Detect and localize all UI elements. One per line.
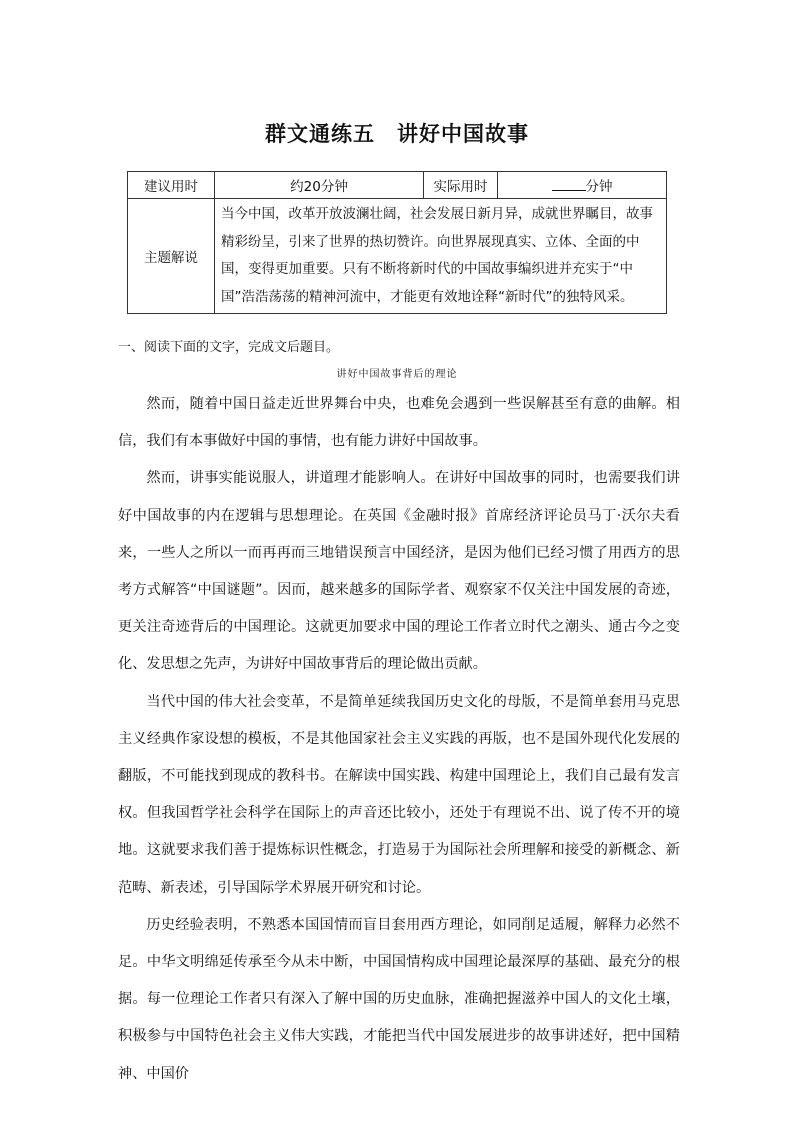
suggested-time-value: 约20分钟 (215, 172, 424, 199)
paragraph: 然而，随着中国日益走近世界舞台中央，也难免会遇到一些误解甚至有意的曲解。相信，我们有本事做好中国的事情，也有能力讲好中国故事。 (118, 396, 680, 450)
article-title: 讲好中国故事背后的理论 (336, 369, 458, 380)
page-title: 群文通练五 讲好中国故事 (265, 121, 529, 146)
actual-time-cell (498, 172, 667, 199)
info-table (127, 171, 667, 314)
section-heading: 一、阅读下面的文字，完成文后题目。 (118, 340, 340, 355)
actual-time-unit: 分钟 (585, 179, 613, 195)
theme-row (128, 199, 667, 314)
paragraph: 然而，讲事实能说服人，讲道理才能影响人。在讲好中国故事的同时，也需要我们讲好中国故事的内在逻辑与思想理论。在英国《金融时报》首席经济评论员马丁·沃尔夫看来，一些人之所以一而再再而三地错误预言中国经济，是因为他们已经习惯了用西方的思考方式解答“中国谜题”。因而，越来越多的国际学者、观察家不仅关注中国发展的奇迹，更关注奇迹背后的中国理论。这就更加要求中国的理论工作者立时代之潮头、通古今之变化、发思想之先声，为讲好中国故事背后的理论做出贡献。 (118, 470, 680, 673)
paragraph: 当代中国的伟大社会变革，不是简单延续我国历史文化的母版，不是简单套用马克思主义经典作家设想的模板，不是其他国家社会主义实践的再版，也不是国外现代化发展的翻版，不可能找到现成的教科书。在解读中国实践、构建中国理论上，我们自己最有发言权。但我国哲学社会科学在国际上的声音还比较小，还处于有理说不出、说了传不开的境地。这就要求我们善于提炼标识性概念，打造易于为国际社会所理解和接受的新概念、新范畴、新表述，引导国际学术界展开研究和讨论。 (118, 693, 680, 896)
actual-time-label: 实际用时 (424, 172, 498, 199)
actual-time-blank[interactable] (552, 178, 586, 191)
theme-text: 当今中国，改革开放波澜壮阔，社会发展日新月异，成就世界瞩目，故事精彩纷呈，引来了世界的热切赞许。向世界展现真实、立体、全面的中国，变得更加重要。只有不断将新时代的中国故事编织进并充实于“中国”浩浩荡荡的精神河流中，才能更有效地诠释“新时代”的独特风采。 (215, 199, 667, 314)
time-row (128, 172, 667, 199)
paragraph: 历史经验表明，不熟悉本国国情而盲目套用西方理论，如同削足适履，解释力必然不足。中华文明绵延传承至今从未中断，中国国情构成中国理论最深厚的基础、最充分的根据。每一位理论工作者只有深入了解中国的历史血脉，准确把握滋养中国人的文化土壤，积极参与中国特色社会主义伟大实践，才能把当代中国发展进步的故事讲述好，把中国精神、中国价 (118, 916, 680, 1082)
theme-label: 主题解说 (128, 199, 215, 314)
suggested-time-label: 建议用时 (128, 172, 215, 199)
article-body (118, 386, 680, 1093)
